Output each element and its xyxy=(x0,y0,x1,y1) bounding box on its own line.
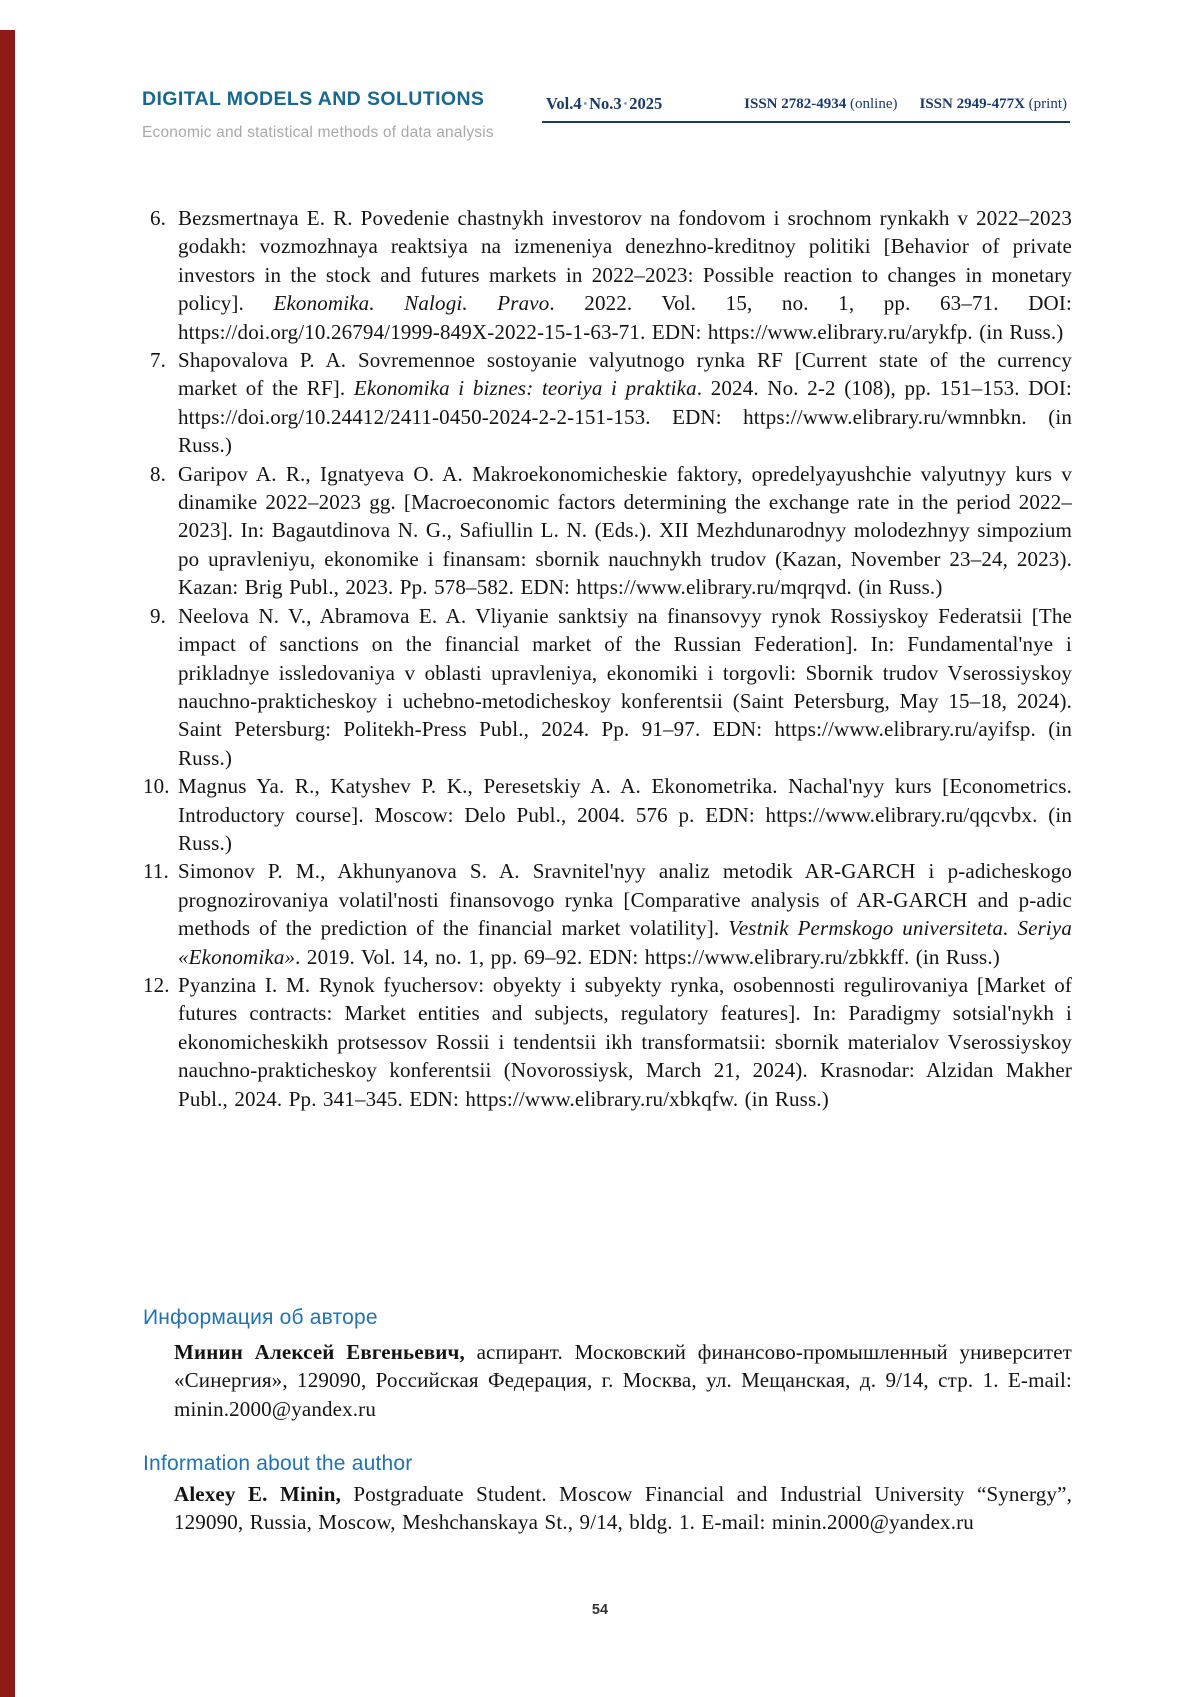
reference-item xyxy=(143,772,1072,857)
year-label: 2025 xyxy=(629,94,663,113)
text-run: Simonov P. M., Akhunyanova S. A. Sravnitel'nyy analiz metodik AR-GARCH i p-adicheskogo prognozirovaniya volatil'nosti finansovogo rynka [Comparative analysis of AR-GARCH and p-adic methods of the prediction of the financial market volatility]. xyxy=(178,859,1072,941)
reference-number: 7. xyxy=(149,348,166,373)
text-run: . 2022. Vol. 15, no. 1, pp. 63–71. DOI: https://doi.org/10.26794/1999-849X-2022-15-1-63-71. EDN: https://www.elibrary.ru/arykfp. (in Russ.) xyxy=(178,291,1072,344)
text-run: аспирант. Московский финансово-промышленный университет «Синергия», 129090, Российская Федерация, г. Москва, ул. Мещанская, д. 9/14, стр. 1. E-mail: minin.2000@yandex.ru xyxy=(174,1340,1072,1421)
reference-item xyxy=(143,204,1072,346)
reference-item xyxy=(143,971,1072,1113)
text-run: Garipov A. R., Ignatyeva O. A. Makroekonomicheskie faktory, opredelyayushchie valyutnyy kurs v dinamike 2022–2023 gg. [Macroeconomic factors determining the exchange rate in the period 2022–2023]. In: Bagautdinova N. G., Safiullin L. N. (Eds.). XII Mezhdunarodnyy molodezhnyy simpozium po upravleniyu, ekonomike i finansam: sbornik nauchnykh trudov (Kazan, November 23–24, 2023). Kazan: Brig Publ., 2023. Pp. 578–582. EDN: https://www.elibrary.ru/mqrqvd. (in Russ.) xyxy=(178,461,1072,600)
reference-number: 10. xyxy=(143,774,170,799)
page-number: 54 xyxy=(591,1602,609,1618)
text-run: Neelova N. V., Abramova E. A. Vliyanie sanktsiy na finansovyy rynok Rossiyskoy Federatsii [The impact of sanctions on the financial market of the Russian Federation]. In: Fundamental'nye i prikladnye issledovaniya v oblasti upravleniya, ekonomiki i torgovli: Sbornik trudov Vserossiyskoy nauchno-prakticheskoy i uchebno-metodicheskoy konferentsii (Saint Petersburg, May 15–18, 2024). Saint Petersburg: Politekh-Press Publ., 2024. Pp. 91–97. EDN: https://www.elibrary.ru/ayifsp. (in Russ.) xyxy=(178,603,1072,770)
separator-dot: • xyxy=(623,99,628,110)
text-run: Magnus Ya. R., Katyshev P. K., Peresetskiy A. A. Ekonometrika. Nachal'nyy kurs [Econometrics. Introductory course]. Moscow: Delo Publ., 2004. 576 p. EDN: https://www.elibrary.ru/qqcvbx. (in Russ.) xyxy=(178,774,1072,855)
journal-name-italic: Ekonomika i biznes: teoriya i praktika xyxy=(353,376,697,401)
journal-name-italic: Vestnik Permskogo universiteta. Seriya «Ekonomika» xyxy=(178,916,1072,969)
reference-number: 9. xyxy=(149,603,166,628)
reference-item xyxy=(143,857,1072,971)
text-run: Bezsmertnaya E. R. Povedenie chastnykh investorov na fondovom i srochnom rynkakh v 2022–2023 godakh: vozmozhnaya reaktsiya na izmeneniya denezhno-kreditnoy politiki [Behavior of private investors in the stock and futures markets in 2022–2023: Possible reaction to changes in monetary policy]. xyxy=(178,206,1072,316)
author-name-bold: Alexey E. Minin, xyxy=(174,1482,341,1506)
author-info-text-en xyxy=(174,1480,1072,1537)
issue-label: No.3 xyxy=(589,94,622,113)
text-run: Postgraduate Student. Moscow Financial and Industrial University “Synergy”, 129090, Russia, Moscow, Meshchanskaya St., 9/14, bldg. 1. E-mail: minin.2000@yandex.ru xyxy=(174,1482,1072,1535)
reference-number: 12. xyxy=(143,972,170,997)
text-run: Pyanzina I. M. Rynok fyuchersov: obyekty i subyekty rynka, osobennosti regulirovaniya [Market of futures contracts: Market entities and subjects, regulatory features]. In: Paradigmy sotsial'nykh i ekonomicheskikh protsessov Rossii i tendentsii ikh transformatsii: sbornik materialov Vserossiyskoy nauchno-prakticheskoy konferentsii (Novorossiysk, March 21, 2024). Krasnodar: Alzidan Makher Publ., 2024. Pp. 341–345. EDN: https://www.elibrary.ru/xbkqfw. (in Russ.) xyxy=(178,972,1072,1111)
volume-label: Vol.4 xyxy=(546,94,582,113)
reference-list xyxy=(143,204,1072,1113)
reference-number: 8. xyxy=(149,461,166,486)
author-name-bold: Минин Алексей Евгеньевич, xyxy=(174,1340,465,1364)
header-underline xyxy=(542,121,1070,123)
author-info-heading-en: Information about the author xyxy=(143,1452,413,1475)
reference-number: 6. xyxy=(149,206,166,230)
journal-subtitle: Economic and statistical methods of data analysis xyxy=(142,124,494,141)
journal-title: DIGITAL MODELS AND SOLUTIONS xyxy=(142,88,485,110)
text-run: . 2024. No. 2-2 (108), pp. 151–153. DOI: https://doi.org/10.24412/2411-0450-2024-2-2-151-153. EDN: https://www.elibrary.ru/wmnbkn. (in Russ.) xyxy=(178,376,1072,458)
text-run: Shapovalova P. A. Sovremennoe sostoyanie valyutnogo rynka RF [Current state of the currency market of the RF]. xyxy=(178,348,1072,401)
issn-print-number: ISSN 2949-477X xyxy=(919,96,1025,112)
reference-number: 11. xyxy=(143,859,169,884)
reference-item xyxy=(143,602,1072,772)
journal-name-italic: Ekonomika. Nalogi. Pravo xyxy=(273,291,550,316)
reference-item xyxy=(143,460,1072,602)
volume-issue-info xyxy=(546,94,662,114)
issn-online-label: (online) xyxy=(850,96,898,112)
separator-dot: • xyxy=(583,99,588,110)
issn-online-number: ISSN 2782-4934 xyxy=(744,96,847,112)
author-info-text-ru xyxy=(174,1338,1072,1423)
text-run: . 2019. Vol. 14, no. 1, pp. 69–92. EDN: https://www.elibrary.ru/zbkkff. (in Russ.) xyxy=(295,944,1000,969)
reference-item xyxy=(143,346,1072,460)
page-edge-accent-bar xyxy=(0,30,15,1697)
issn-info xyxy=(744,96,1067,113)
issn-print-label: (print) xyxy=(1028,96,1067,112)
author-info-heading-ru: Информация об авторе xyxy=(143,1306,378,1329)
